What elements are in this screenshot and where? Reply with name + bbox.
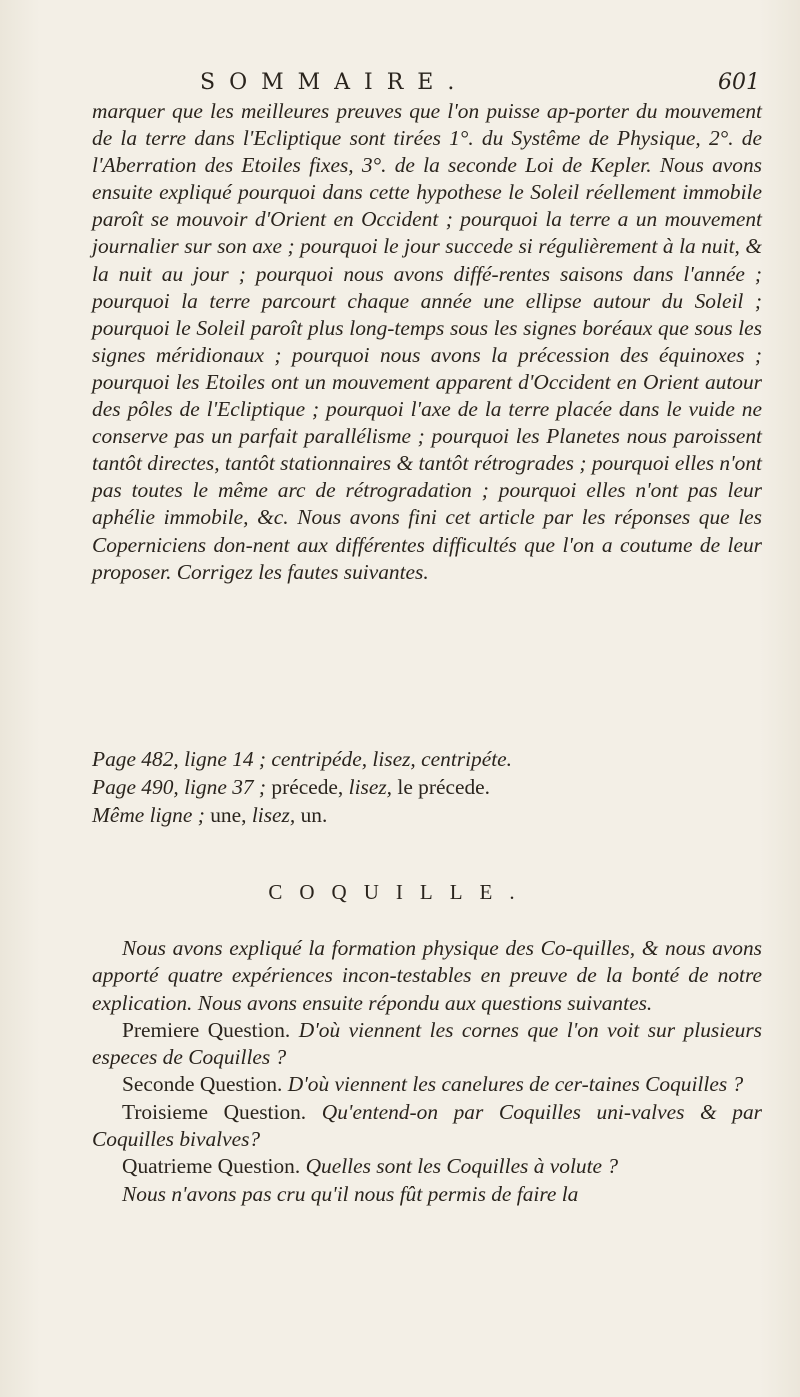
question-item [92, 1099, 762, 1154]
errata-right: le précede. [397, 775, 490, 799]
errata-row [92, 801, 762, 829]
question-label: Premiere Question. [122, 1017, 291, 1042]
running-title: SOMMAIRE. [200, 70, 469, 95]
errata-right: un. [300, 803, 328, 827]
errata-list [92, 745, 762, 829]
errata-right: centripéte. [421, 747, 513, 771]
question-item [92, 1071, 762, 1098]
question-label: Troisieme Question. [122, 1099, 307, 1124]
errata-row [92, 745, 762, 773]
summary-paragraph [92, 98, 762, 586]
paragraph-text: marquer que les meilleures preuves que l'on puisse ap-porter du mouvement de la terre dans l'Ecliptique sont tirées 1°. du Systême de Physique, 2°. de l'Aberration des Etoiles fixes, 3°. de la seconde Loi de Kepler. Nous avons ensuite expliqué pourquoi dans cette hypothese le Soleil réellement immobile paroît se mouvoir d'Orient en Occident ; pourquoi la terre a un mouvement journalier sur son axe ; pourquoi le jour succede si régulièrement à la nuit, & la nuit au jour ; pourquoi nous avons diffé-rentes saisons dans l'année ; pourquoi la terre parcourt chaque année une ellipse autour du Soleil ; pourquoi le Soleil paroît plus long-temps sous les signes boréaux que sous les signes méridionaux ; pourquoi nous avons la précession des équinoxes ; pourquoi les Etoiles ont un mouvement apparent d'Occident en Orient autour des pôles de l'Ecliptique ; pourquoi l'axe de la terre placée dans le vuide ne conserve pas un parfait parallélisme ; pourquoi les Planetes nous paroissent tantôt directes, tantôt stationnaires & tantôt rétrogrades ; pourquoi elles n'ont pas toutes le même arc de rétrogradation ; pourquoi elles n'ont pas leur aphélie immobile, &c. Nous avons fini cet article par les réponses que les Coperniciens don-nent aux différentes difficultés que l'on a coutume de leur proposer. Corrigez les fautes suivantes. [92, 99, 762, 584]
errata-ref: Même ligne ; [92, 803, 205, 827]
question-label: Seconde Question. [122, 1072, 283, 1097]
question-text: D'où viennent les canelures de cer-taines Coquilles ? [287, 1072, 744, 1097]
question-text: Quelles sont les Coquilles à volute ? [305, 1154, 619, 1179]
question-text: D'où viennent les cornes que l'on voit sur plusieurs especes de Coquilles ? [92, 1017, 762, 1070]
errata-wrong: une, [210, 803, 247, 827]
question-item [92, 1017, 762, 1072]
errata-wrong: précede, [271, 775, 344, 799]
errata-ref: Page 482, ligne 14 ; [92, 747, 267, 771]
page-number: 601 [718, 70, 760, 95]
errata-lisez: lisez, [372, 747, 416, 771]
running-header [200, 70, 760, 100]
errata-row [92, 773, 762, 801]
errata-lisez: lisez, [251, 803, 296, 827]
question-text: Qu'entend-on par Coquilles uni-valves & par Coquilles bivalves? [92, 1099, 762, 1152]
section-closing: Nous n'avons pas cru qu'il nous fût permis de faire la [122, 1181, 579, 1206]
question-label: Quatrieme Question. [122, 1154, 301, 1179]
errata-lisez: lisez, [348, 775, 393, 799]
errata-wrong: centripéde, [271, 747, 368, 771]
section-intro: Nous avons expliqué la formation physique des Co-quilles, & nous avons apporté quatre expériences incon-testables en preuve de la bonté de notre explication. Nous avons ensuite répondu aux questions suivantes. [92, 936, 762, 1015]
section-title: COQUILLE. [268, 880, 532, 904]
errata-ref: Page 490, ligne 37 ; [92, 775, 267, 799]
section-body [92, 935, 762, 1208]
question-item [92, 1153, 762, 1180]
